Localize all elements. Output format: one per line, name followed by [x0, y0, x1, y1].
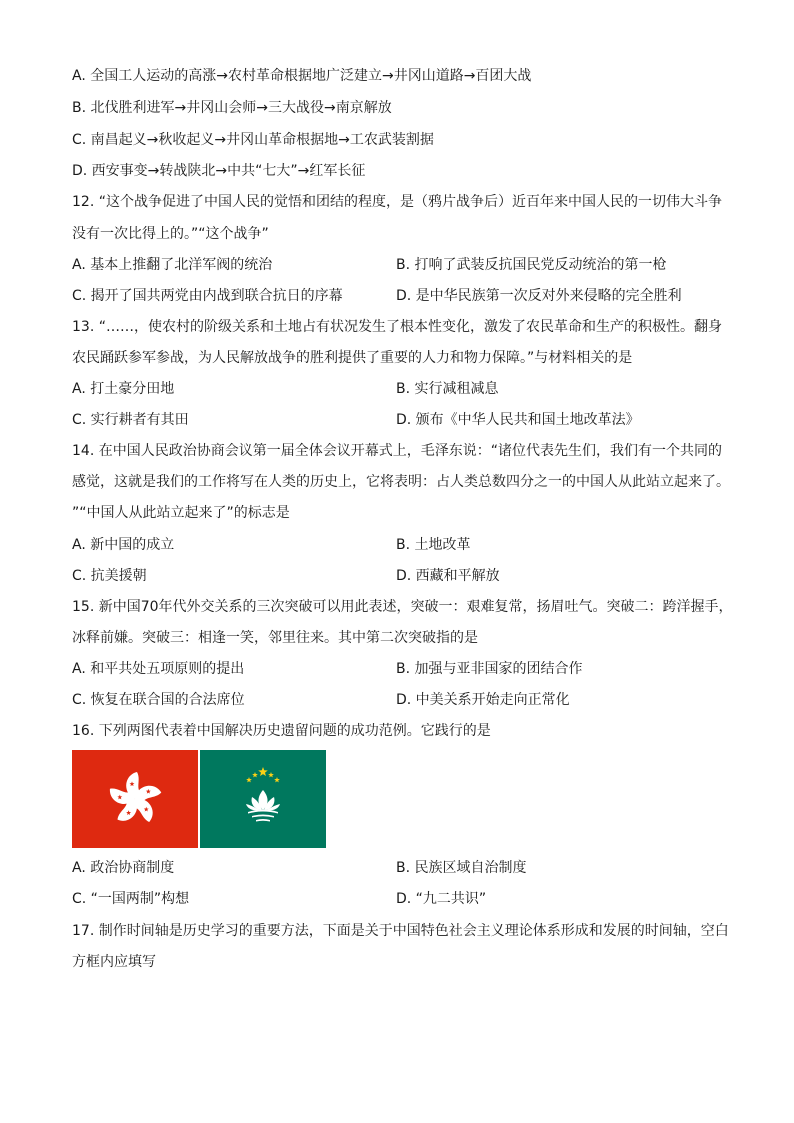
q12-option-a: A. 基本上推翻了北洋军阀的统治: [72, 257, 273, 273]
q13-stem-cont: 农民踊跃参军参战，为人民解放战争的胜利提供了重要的人力和物力保障。”与材料相关的是: [72, 350, 633, 366]
q16-option-d: D. “九二共识”: [396, 891, 487, 907]
q11-option-d: D. 西安事变→转战陕北→中共“七大”→红军长征: [72, 163, 366, 179]
q15-stem: 15. 新中国70年代外交关系的三次突破可以用此表述，突破一：艰难复常，扬眉吐气。突破二：跨洋握手，: [72, 599, 733, 615]
hong-kong-flag-image: [72, 750, 198, 848]
q14-option-c: C. 抗美援朝: [72, 568, 147, 584]
q13-option-a: A. 打土豪分田地: [72, 381, 175, 397]
q15-option-c: C. 恢复在联合国的合法席位: [72, 692, 245, 708]
q14-stem-end: ”“中国人从此站立起来了”的标志是: [72, 505, 290, 521]
q12-option-b: B. 打响了武装反抗国民党反动统治的第一枪: [396, 257, 667, 273]
q13-option-d: D. 颁布《中华人民共和国土地改革法》: [396, 412, 640, 428]
q11-option-b: B. 北伐胜利进军→井冈山会师→三大战役→南京解放: [72, 100, 392, 116]
q16-option-b: B. 民族区域自治制度: [396, 860, 527, 876]
q11-option-c: C. 南昌起义→秋收起义→井冈山革命根据地→工农武装割据: [72, 132, 434, 148]
q15-option-b: B. 加强与亚非国家的团结合作: [396, 661, 583, 677]
q16-option-a: A. 政治协商制度: [72, 860, 175, 876]
q17-stem: 17. 制作时间轴是历史学习的重要方法，下面是关于中国特色社会主义理论体系形成和发展的时间轴，空白: [72, 923, 729, 939]
q12-option-d: D. 是中华民族第一次反对外来侵略的完全胜利: [396, 288, 682, 304]
q14-option-a: A. 新中国的成立: [72, 537, 175, 553]
q13-option-b: B. 实行减租减息: [396, 381, 499, 397]
q12-option-c: C. 揭开了国共两党由内战到联合抗日的序幕: [72, 288, 343, 304]
q14-stem: 14. 在中国人民政治协商会议第一届全体会议开幕式上，毛泽东说：“诸位代表先生们，我们有一个共同的: [72, 443, 722, 459]
q15-option-a: A. 和平共处五项原则的提出: [72, 661, 245, 677]
q13-option-c: C. 实行耕者有其田: [72, 412, 189, 428]
q15-option-d: D. 中美关系开始走向正常化: [396, 692, 570, 708]
q12-stem: 12. “这个战争促进了中国人民的觉悟和团结的程度，是（鸦片战争后）近百年来中国人民的一切伟大斗争: [72, 194, 722, 210]
q14-option-b: B. 土地改革: [396, 537, 471, 553]
q16-stem: 16. 下列两图代表着中国解决历史遗留问题的成功范例。它践行的是: [72, 723, 491, 739]
q12-stem-cont: 没有一次比得上的。”“这个战争”: [72, 226, 269, 242]
q15-stem-cont: 冰释前嫌。突破三：相逢一笑，邻里往来。其中第二次突破指的是: [72, 630, 478, 646]
q14-option-d: D. 西藏和平解放: [396, 568, 500, 584]
q14-stem-cont: 感觉，这就是我们的工作将写在人类的历史上，它将表明：占人类总数四分之一的中国人从此站立起来了。: [72, 474, 730, 490]
macau-flag-image: [200, 750, 326, 848]
q13-stem: 13. “……，使农村的阶级关系和土地占有状况发生了根本性变化，激发了农民革命和生产的积极性。翻身: [72, 319, 722, 335]
q16-option-c: C. “一国两制”构想: [72, 891, 190, 907]
q17-stem-cont: 方框内应填写: [72, 954, 156, 970]
q11-option-a: A. 全国工人运动的高涨→农村革命根据地广泛建立→井冈山道路→百团大战: [72, 68, 532, 84]
